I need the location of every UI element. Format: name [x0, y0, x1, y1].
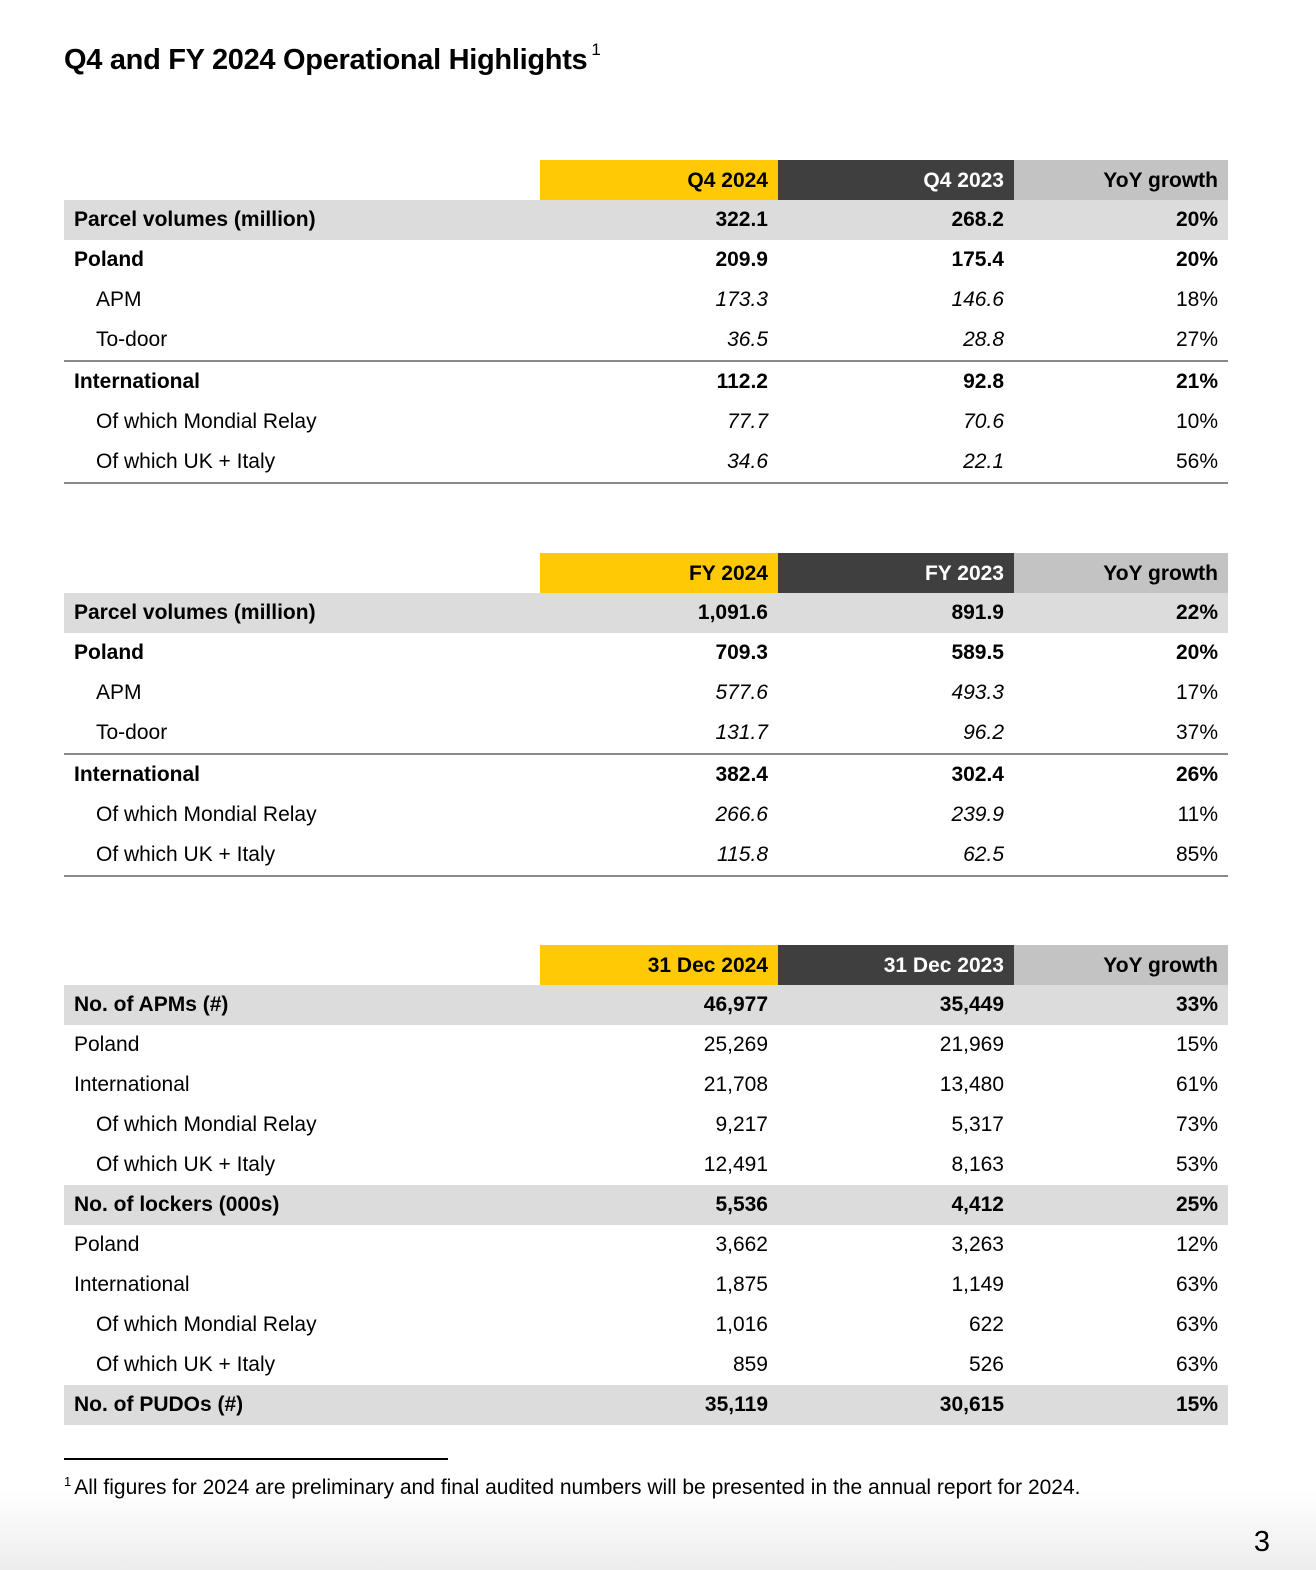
cell-prior: 8,163: [951, 1153, 1004, 1176]
cell-growth: 11%: [1177, 803, 1218, 826]
cell-growth: 18%: [1175, 288, 1218, 311]
row-label: No. of PUDOs (#): [64, 1385, 540, 1425]
table-header-row: [64, 553, 1228, 593]
row-label: International: [64, 361, 540, 402]
row-label: International: [74, 1073, 190, 1096]
cell-growth: 15%: [1175, 1033, 1218, 1056]
cell-growth: 63%: [1175, 1273, 1218, 1296]
table-row: [64, 795, 1228, 835]
cell-current: 209.9: [715, 248, 768, 271]
header-current-period: 31 Dec 2024: [540, 945, 778, 985]
cell-prior: 622: [968, 1313, 1004, 1336]
table-row: [64, 240, 1228, 280]
cell-growth: 20%: [1175, 248, 1218, 271]
row-label: Of which UK + Italy: [96, 1353, 276, 1376]
row-label: International: [74, 1273, 190, 1296]
cell-current: 5,536: [540, 1185, 778, 1225]
cell-growth: 12%: [1175, 1233, 1218, 1256]
table-row: [64, 200, 1228, 240]
table-row: [64, 593, 1228, 633]
cell-current: 12,491: [703, 1153, 768, 1176]
header-yoy-growth: YoY growth: [1014, 160, 1228, 200]
table-row: [64, 1225, 1228, 1265]
cell-prior: 35,449: [778, 985, 1014, 1025]
page-title-text: Q4 and FY 2024 Operational Highlights: [64, 44, 588, 76]
table-row: [64, 1265, 1228, 1305]
table-row: [64, 1345, 1228, 1385]
row-label: Of which Mondial Relay: [96, 1313, 317, 1336]
table-header-row: [64, 160, 1228, 200]
row-label: No. of APMs (#): [64, 985, 540, 1025]
cell-growth: 10%: [1175, 410, 1218, 433]
table-row: [64, 280, 1228, 320]
cell-growth: 22%: [1014, 593, 1228, 633]
cell-growth: 20%: [1175, 641, 1218, 664]
cell-prior: 239.9: [951, 803, 1004, 826]
cell-growth: 17%: [1175, 681, 1218, 704]
page-title: [64, 40, 601, 77]
cell-prior: 21,969: [939, 1033, 1004, 1056]
table-row: [64, 985, 1228, 1025]
cell-growth: 21%: [1014, 361, 1228, 402]
row-label: No. of lockers (000s): [64, 1185, 540, 1225]
page-number: 3: [1253, 1526, 1270, 1558]
cell-prior: 175.4: [951, 248, 1004, 271]
cell-prior: 13,480: [939, 1073, 1004, 1096]
header-blank-cell: [64, 553, 540, 593]
row-label: APM: [96, 288, 142, 311]
footnote-divider: [64, 1458, 448, 1460]
cell-current: 3,662: [715, 1233, 768, 1256]
cell-growth: 20%: [1014, 200, 1228, 240]
table-row: [64, 442, 1228, 483]
cell-growth: 85%: [1014, 835, 1228, 876]
row-label: Of which Mondial Relay: [96, 1113, 317, 1136]
row-label: Poland: [74, 248, 145, 271]
header-blank-cell: [64, 945, 540, 985]
cell-current: 382.4: [540, 754, 778, 795]
cell-growth: 37%: [1175, 721, 1218, 744]
row-label: Poland: [74, 1233, 140, 1256]
table-row: [64, 1025, 1228, 1065]
cell-prior: 3,263: [951, 1233, 1004, 1256]
row-label: Of which Mondial Relay: [96, 803, 317, 826]
cell-current: 1,016: [715, 1313, 768, 1336]
header-prior-period: FY 2023: [778, 553, 1014, 593]
footnote-mark: 1: [64, 1474, 72, 1489]
table-row: [64, 361, 1228, 402]
cell-current: 36.5: [727, 328, 768, 351]
header-current-period: FY 2024: [540, 553, 778, 593]
cell-current: 173.3: [715, 288, 768, 311]
title-footnote-mark: 1: [591, 40, 601, 59]
footnote: [64, 1474, 1081, 1500]
cell-prior: 302.4: [778, 754, 1014, 795]
cell-prior: 28.8: [963, 328, 1004, 351]
row-label: Poland: [74, 641, 145, 664]
cell-prior: 22.1: [778, 442, 1014, 483]
row-label: Parcel volumes (million): [64, 593, 540, 633]
cell-current: 1,875: [715, 1273, 768, 1296]
cell-current: 46,977: [540, 985, 778, 1025]
cell-prior: 268.2: [778, 200, 1014, 240]
cell-prior: 4,412: [778, 1185, 1014, 1225]
cell-growth: 27%: [1175, 328, 1218, 351]
cell-growth: 53%: [1175, 1153, 1218, 1176]
cell-prior: 70.6: [963, 410, 1004, 433]
cell-current: 77.7: [727, 410, 768, 433]
table-row: [64, 320, 1228, 361]
row-label: International: [64, 754, 540, 795]
table-row: [64, 1105, 1228, 1145]
header-yoy-growth: YoY growth: [1014, 553, 1228, 593]
cell-prior: 1,149: [951, 1273, 1004, 1296]
table-row: [64, 713, 1228, 754]
cell-current: 1,091.6: [540, 593, 778, 633]
cell-prior: 891.9: [778, 593, 1014, 633]
table-row: [64, 835, 1228, 876]
cell-growth: 63%: [1175, 1353, 1218, 1376]
table-header-row: [64, 945, 1228, 985]
table-row: [64, 1145, 1228, 1185]
header-yoy-growth: YoY growth: [1014, 945, 1228, 985]
cell-current: 25,269: [703, 1033, 768, 1056]
cell-prior: 526: [968, 1353, 1004, 1376]
cell-growth: 33%: [1014, 985, 1228, 1025]
table-row: [64, 402, 1228, 442]
row-label: Parcel volumes (million): [64, 200, 540, 240]
cell-prior: 146.6: [951, 288, 1004, 311]
cell-prior: 30,615: [778, 1385, 1014, 1425]
cell-current: 709.3: [715, 641, 768, 664]
q4-parcel-volumes-table: [64, 160, 1228, 484]
cell-current: 115.8: [540, 835, 778, 876]
cell-growth: 26%: [1014, 754, 1228, 795]
cell-prior: 493.3: [951, 681, 1004, 704]
row-label: Of which Mondial Relay: [96, 410, 317, 433]
cell-prior: 92.8: [778, 361, 1014, 402]
row-label: Of which UK + Italy: [64, 442, 540, 483]
cell-growth: 25%: [1014, 1185, 1228, 1225]
header-current-period: Q4 2024: [540, 160, 778, 200]
cell-current: 35,119: [540, 1385, 778, 1425]
network-points-table: [64, 945, 1228, 1425]
cell-current: 34.6: [540, 442, 778, 483]
row-label: To-door: [96, 328, 168, 351]
cell-growth: 15%: [1014, 1385, 1228, 1425]
table-row: [64, 1305, 1228, 1345]
table-row: [64, 633, 1228, 673]
row-label: Of which UK + Italy: [96, 1153, 276, 1176]
cell-current: 266.6: [715, 803, 768, 826]
row-label: Of which UK + Italy: [64, 835, 540, 876]
row-label: Poland: [74, 1033, 140, 1056]
cell-growth: 63%: [1175, 1313, 1218, 1336]
cell-current: 21,708: [703, 1073, 768, 1096]
cell-current: 577.6: [715, 681, 768, 704]
table-row: [64, 754, 1228, 795]
table-row: [64, 1065, 1228, 1105]
cell-prior: 96.2: [963, 721, 1004, 744]
footnote-text: All figures for 2024 are preliminary and final audited numbers will be presented in the annual report for 2024.: [74, 1476, 1081, 1499]
cell-current: 322.1: [540, 200, 778, 240]
table-row: [64, 1385, 1228, 1425]
cell-growth: 61%: [1175, 1073, 1218, 1096]
cell-current: 859: [732, 1353, 768, 1376]
row-label: To-door: [96, 721, 168, 744]
header-prior-period: Q4 2023: [778, 160, 1014, 200]
table-row: [64, 1185, 1228, 1225]
cell-current: 112.2: [540, 361, 778, 402]
cell-prior: 62.5: [778, 835, 1014, 876]
cell-prior: 589.5: [951, 641, 1004, 664]
fy-parcel-volumes-table: [64, 553, 1228, 877]
cell-prior: 5,317: [951, 1113, 1004, 1136]
cell-current: 9,217: [715, 1113, 768, 1136]
cell-growth: 56%: [1014, 442, 1228, 483]
row-label: APM: [96, 681, 142, 704]
cell-growth: 73%: [1175, 1113, 1218, 1136]
header-blank-cell: [64, 160, 540, 200]
table-row: [64, 673, 1228, 713]
cell-current: 131.7: [715, 721, 768, 744]
header-prior-period: 31 Dec 2023: [778, 945, 1014, 985]
